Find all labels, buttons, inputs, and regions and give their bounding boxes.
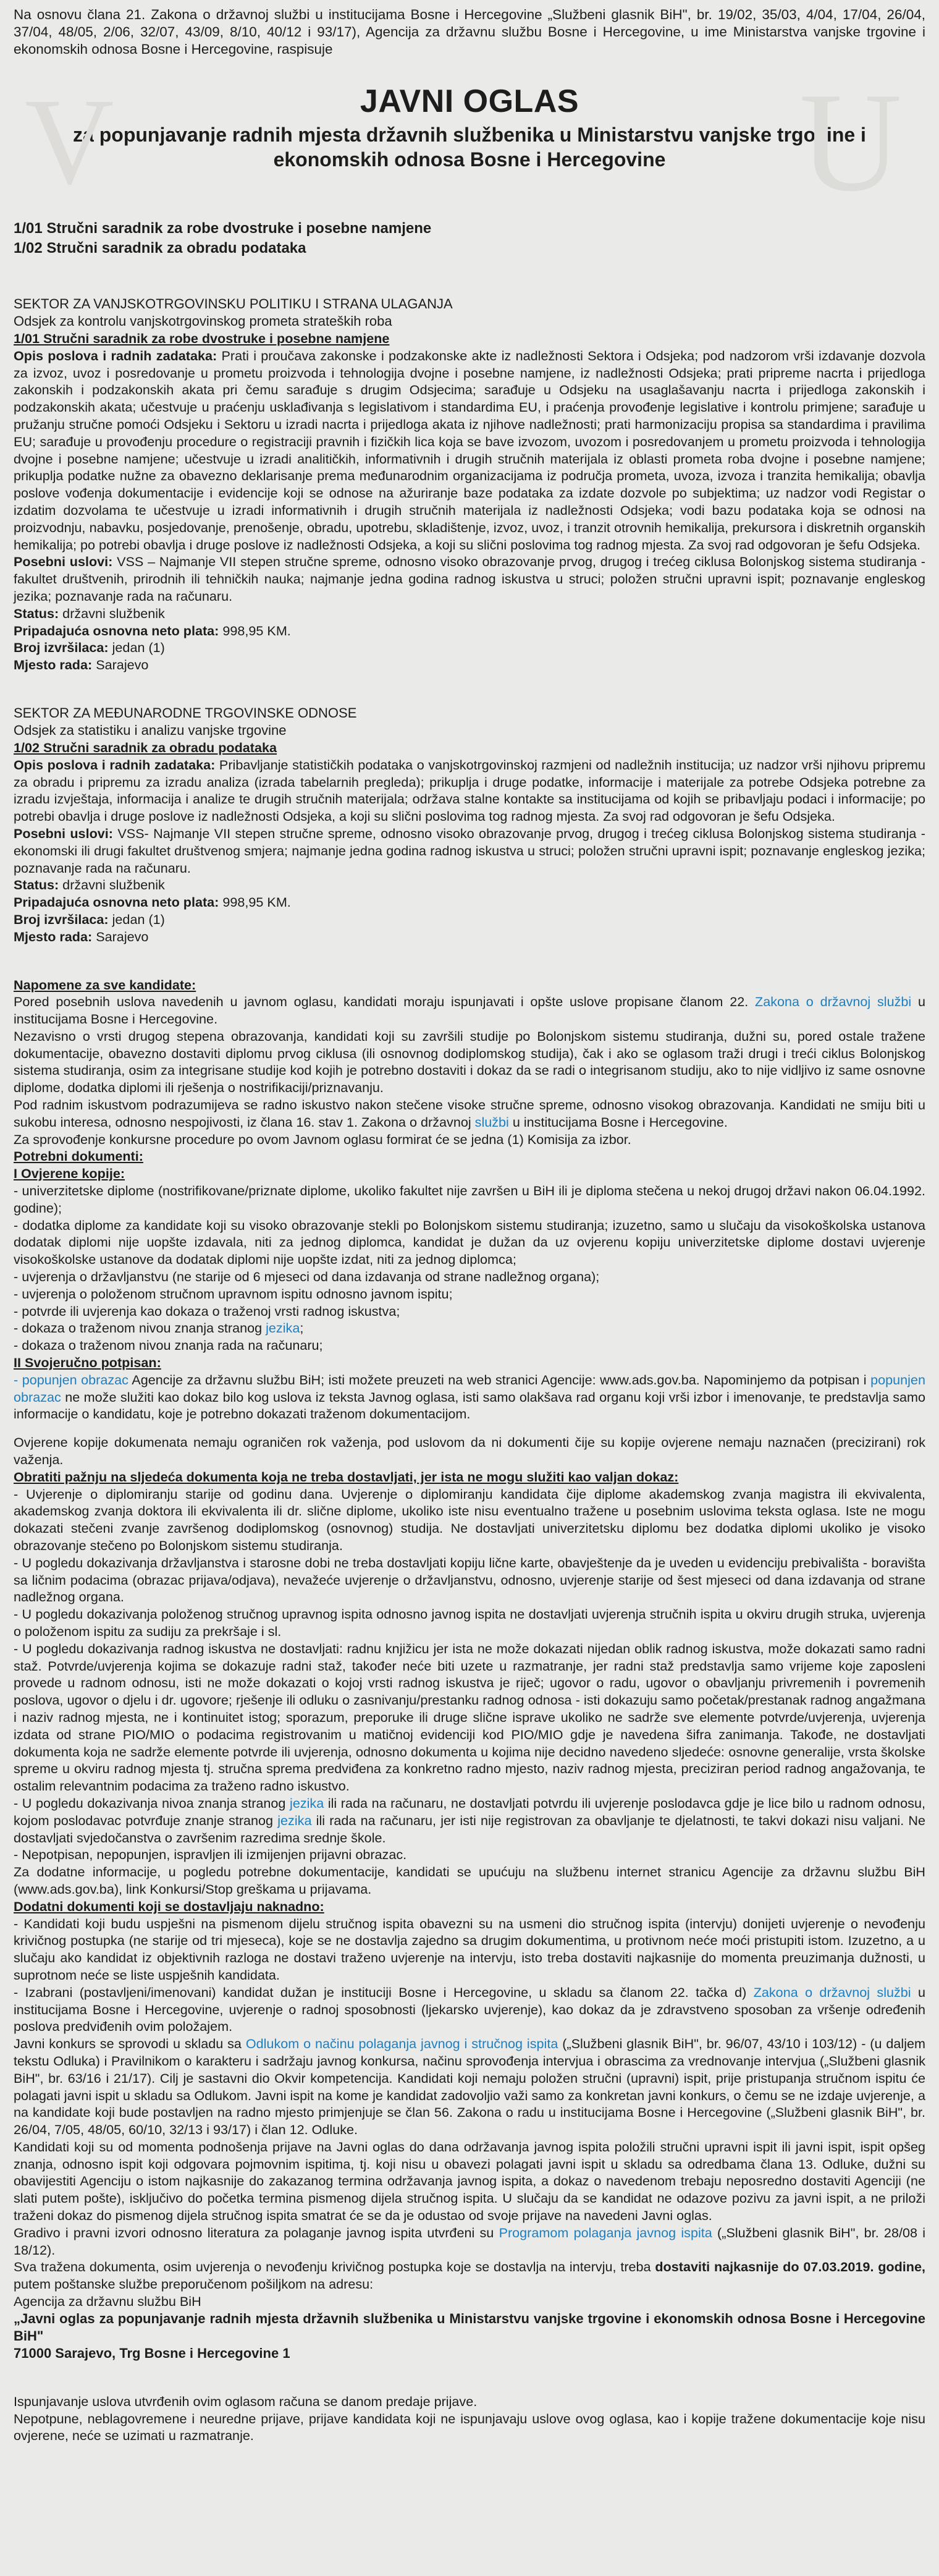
attention-item: - U pogledu dokazivanja radnog iskustva ne dostavljati: radnu knjižicu jer ista ne može dokazati nijedan oblik radnog iskustva, može dokazati samo radni staž. Potvrde/uvjerenja kojima se dokazuje radni staž, također neće biti uzete u razmatranje, jer radni staž predstavlja samo vrijeme koje zaposleni provede u radnom odnosu, isti ne može dokazati o kojoj vrsti radnog iskustva je riječ; ugovor o radu, ugovor o obavljanju privremenih i povremenih poslova, ugovor o djelu i dr. ugovore; rješenje ili odluku o zasnivanju/prestanku radnog odnosa - isti dokazuju samo početak/prestanak radnog angažmana i naziv radnog mjesta, ne i kontinuitet istog; sporazum, preporuke ili druge slične isprave ukoliko ne sadrže sve elemente potvrde/uvjerenja, uvjerenja izdata od strane PIO/MIO o podacima registrovanim u matičnoj evidenciji kod PIO/MIO gdje je navedena šifra zanimanja. Takođe, ne dostavljati dokumenta koja ne sadrže elemente potvrde ili uvjerenja, odnosno dokumenta u kojima nije decidno navedeno sljedeće: osnovne generalije, vrsta školske spreme u okviru radnog mjesta tj. stručna sprema predviđena za konkretno radno mjesto, naziv radnog mjesta, preciziran period radnog angažovanja, te ostalim relevantnim podacima za traženo radno iskustvo. [14, 1640, 925, 1794]
position-heading: 1/01 Stručni saradnik za robe dvostruke i posebne namjene [14, 331, 390, 346]
language-link[interactable]: jezika [290, 1795, 324, 1811]
form-link[interactable]: - popunjen obrazac [14, 1371, 128, 1388]
document-item: - popunjen obrazac Agencije za državnu službu BiH; isti možete preuzeti na web stranici Agencije: www.ads.gov.ba. Napominjemo da potpisan i popunjen obrazac ne može služiti kao dokaz bilo kog uslova iz teksta Javnog oglasa, isti samo olakšava rad organu koji vrši izbor i imenovanje, te predstavlja samo informacije o kandidatu, koje je potrebno dokazati traženom dokumentacijom. [14, 1371, 925, 1422]
closing-paragraph: Ispunjavanje uslova utvrđenih ovim oglasom računa se danom predaje prijave. [14, 2393, 478, 2409]
salary-line: Pripadajuća osnovna neto plata: 998,95 KM. [14, 622, 291, 638]
attention-item: - U pogledu dokazivanja položenog stručnog upravnog ispita odnosno javnog ispita ne dostavljati uvjerenja stručnih ispita u okviru drugih struka, uvjerenja o položenom ispitu za sudiju za prekršaje i sl. [14, 1606, 925, 1639]
status-line: Status: državni službenik [14, 877, 165, 893]
document-item: - dokaza o traženom nivou znanja stranog jezika; [14, 1320, 304, 1336]
page-subtitle: za popunjavanje radnih mjesta državnih službenika u Ministarstvu vanjske trgovine i ekonomskih odnosa Bosne i Hercegovine [73, 124, 866, 171]
program-link[interactable]: Programom polaganja javnog ispita [499, 2224, 712, 2240]
procedure-paragraph: Gradivo i pravni izvori odnosno literatura za polaganje javnog ispita utvrđeni su Programom polaganja javnog ispita („Službeni glasnik BiH", br. 28/08 i 18/12). [14, 2224, 926, 2258]
law-link[interactable]: Zakona o državnoj službi [753, 1984, 911, 2000]
position-item: 1/02 Stručni saradnik za obradu podataka [14, 240, 306, 256]
address-street: 71000 Sarajevo, Trg Bosne i Hercegovine 1 [14, 2345, 290, 2361]
executors-line: Broj izvršilaca: jedan (1) [14, 640, 165, 656]
deadline-date: dostaviti najkasnije do 07.03.2019. godine, [655, 2259, 926, 2275]
duties-label: Opis poslova i radnih zadataka: [14, 347, 217, 363]
duties-paragraph [14, 347, 925, 554]
documents-subheading: II Svojeručno potpisan: [14, 1355, 161, 1371]
workplace-line: Mjesto rada: Sarajevo [14, 928, 149, 944]
procedure-paragraph: Kandidati koji su od momenta podnošenja prijave na Javni oglas do dana održavanja javnog ispita položili stručni upravni ispit ili javni ispit, ispit opšeg znanja, odnosno ispit koji odgovara pojmovnim ispitima, tj. koji nisu u obavezi polagati javni ispit u skladu sa odredbama člana 13. Odluke, dužni su obavijestiti Agenciju o istom najkasnije do zakazanog termina održavanja javnog ispita, a dokaz o navedenom trebaju neposredno dostaviti Agenciji (ne slati putem pošte), isključivo do početka termina pismenog dijela stručnog ispita. U slučaju da se kandidat ne odazove pozivu za javni ispit, a ne priloži traženi dokaz do pismenog dijela stručnog ispita smatrat će se da je odustao od svoje prijave na navedeni Javni oglas. [14, 2138, 925, 2224]
background-bleed-letter: V [25, 74, 114, 210]
decision-link[interactable]: Odlukom o načinu polaganja javnog i stručnog ispita [245, 2036, 558, 2052]
position-item: 1/01 Stručni saradnik za robe dvostruke i posebne namjene [14, 220, 432, 237]
attention-item: - U pogledu dokazivanja nivoa znanja stranog jezika ili rada na računaru, ne dostavljati potvrdu ili uvjerenje poslodavca gdje je lice bilo u radnom odnosu, kojom poslodavac potvrđuje znanje stranog jezika ili rada na računaru, jer isti nije registrovan za obavljanje te djelatnosti, te takvi dokazi nisu valjani. Ne dostavljati svjedočanstva o završenim razredima srednje škole. [14, 1795, 925, 1845]
requirements-paragraph [14, 553, 925, 604]
background-bleed-letter: U [799, 63, 902, 221]
executors-line: Broj izvršilaca: jedan (1) [14, 911, 165, 927]
validity-paragraph: Ovjerene kopije dokumenata nemaju ograničen rok važenja, pod uslovom da ni dokumenti čije su kopije ovjerene nemaju naznačen (precizirani) rok važenja. [14, 1434, 925, 1468]
documents-subheading: I Ovjerene kopije: [14, 1166, 125, 1182]
document-item: - dodatka diplome za kandidate koji su visoko obrazovanje stekli po Bolonjskom sistemu studiranja; izuzetno, samo u slučaju da visokoškolska ustanova dodatak diplomi nije uopšte izdavala, niti za jednog diplomca, kandidat je dužan da uz ovjerenu kopiju univerzitetske diplome dostavi uvjerenje visokoškolske ustanove da dodatak diplomi nije uopšte izdat, niti za jednog diplomca; [14, 1217, 925, 1268]
duties-text: Prati i proučava zakonske i podzakonske akte iz nadležnosti Sektora i Odsjeka; pod nadzorom vrši izdavanje dozvola za izvoz, uvoz i posredovanje u prometu proizvoda i tehnologija dvojne i posebne namjene, iz nadležnosti Odsjeka; prati pripreme nacrta i prijedloga zakonskih i podzakonskih akata pri čemu sarađuje s drugim Odsjecima; sarađuje u Odsjeku na usaglašavanju nacrta i prijedloga zakonskih i podzakonskih akata; učestvuje u praćenju usklađivanja s legislativom i standardima EU, i praćenja provođenje legislative i kontrolu primjene; sarađuje u pružanju stručne pomoći Odsjeku i Sektoru u izradi nacrta i prijedloga akata iz njihove nadležnosti; prati harmonizaciju propisa sa standardima i pravilima EU; sarađuje u provođenju procedure o registraciji pravnih i fizičkih lica koja se bave izvozom, uvozom i posredovanjem u prometu proizvoda i tehnologija dvojne i posebne namjene; učestvuje u izradi analitičkih, informativnih i drugih stručnih materijala iz oblasti prometa roba dvojne i posebne namjene; prikuplja podatke nužne za obavezno deklarisanje prema međunarodnim organizacijama iz područja prometa, uvoza, izvoza i tranzita hemikalija; obavlja poslove vođenja dokumentacije i evidencije koji se odnose na ažuriranje baze podataka za izdate dozvole po subjektima; uz nadzor vodi Registar o izdatim dozvolama te učestvuje u izradi informativnih i drugih stručnih materijala iz nadležnosti Odsjeka; vodi bazu podataka koja se odnosi na proizvodnju, nabavku, posjedovanje, prenošenje, obradu, upotrebu, skladištenje, izvoz, uvoz, i tranzit otrovnih hemikalija, prekursora i diskretnih organskih hemikalija; po potrebi obavlja i druge poslove iz nadležnosti Odsjeka, a koji su slični poslovima tog radnog mjesta. Za svoj rad odgovoran je šefu Odsjeka. [14, 347, 925, 553]
deadline-paragraph: Sva tražena dokumenta, osim uvjerenja o nevođenju krivičnog postupka koje se dostavlja na intervju, treba dostaviti najkasnije do 07.03.2019. godine, putem poštanske službe preporučenom pošiljkom na adresu: [14, 2259, 926, 2292]
attention-item: - Nepotpisan, nepopunjen, ispravljen ili izmijenjen prijavni obrazac. [14, 1847, 407, 1863]
status-line: Status: državni službenik [14, 605, 165, 621]
requirements-text: VSS – Najmanje VII stepen stručne spreme, odnosno visoko obrazovanje prvog, drugog i trećeg ciklusa Bolonjskog sistema studiranja - fakultet društvenih, prirodnih ili tehničkih nauka; najmanje jedna godina radnog iskustva u struci; položen stručni upravni ispit; poznavanje engleskog jezika; poznavanje rada na računaru. [14, 554, 925, 604]
intro-paragraph: Na osnovu člana 21. Zakona o državnoj službi u institucijama Bosne i Hercegovine „Službeni glasnik BiH", br. 19/02, 35/03, 4/04, 17/04, 26/04, 37/04, 48/05, 2/06, 32/07, 43/09, 8/10, 40/12 i 93/17), Agencija za državnu službu Bosne i Hercegovine, u ime Ministarstva vanjske trgovine i ekonomskih odnosa Bosne i Hercegovine, raspisuje [14, 7, 925, 57]
position-heading: 1/02 Stručni saradnik za obradu podataka [14, 739, 277, 755]
salary-line: Pripadajuća osnovna neto plata: 998,95 KM. [14, 894, 291, 910]
documents-heading: Potrebni dokumenti: [14, 1148, 143, 1164]
document-item: - uvjerenja o državljanstvu (ne starije od 6 mjeseci od dana izdavanja od strane nadležnog organa); [14, 1269, 600, 1285]
attention-heading: Obratiti pažnju na sljedeća dokumenta koja ne treba dostavljati, jer ista ne mogu služiti kao valjan dokaz: [14, 1468, 679, 1485]
notes-heading: Napomene za sve kandidate: [14, 977, 196, 993]
procedure-paragraph: Javni konkurs se sprovodi u skladu sa Odlukom o načinu polaganja javnog i stručnog ispita („Službeni glasnik BiH", br. 96/07, 43/10 i 103/12) - (u daljem tekstu Odluka) i Pravilnikom o karakteru i sadržaju javnog konkursa, načinu sprovođenja intervjua i obrascima za vrednovanje intervjua („Službeni glasnik BiH", br. 63/16 i 21/17). Cilj je sastavni dio Okvir kompetencija. Kandidati koji nemaju položen stručni (upravni) ispit, prije pristupanja stručnom ispitu će polagati javni ispit u skladu sa Odlukom. Javni ispit na kome je kandidat zadovoljio važi samo za konkretan javni konkurs, o čemu se ne izdaje uvjerenje, a na kandidate koji bude postavljen na radno mjesto primjenjuje se član 56. Zakona o radu u institucijama Bosne i Hercegovine („Službeni glasnik BiH", br. 26/04, 7/05, 48/05, 60/10, 32/13 i 93/17) i član 12. Odluke. [14, 2036, 925, 2138]
sector-name: SEKTOR ZA VANJSKOTRGOVINSKU POLITIKU I STRANA ULAGANJA [14, 296, 453, 311]
language-link[interactable]: jezika [266, 1320, 300, 1336]
page-title: JAVNI OGLAS [360, 83, 579, 119]
notes-paragraph: Pored posebnih uslova navedenih u javnom oglasu, kandidati moraju ispunjavati i opšte uslove propisane članom 22. Zakona o državnoj službi u institucijama Bosne i Hercegovine. [14, 994, 925, 1027]
sector-name: SEKTOR ZA MEĐUNARODNE TRGOVINSKE ODNOSE [14, 705, 357, 721]
additional-item: - Izabrani (postavljeni/imenovani) kandidat dužan je instituciji Bosne i Hercegovine, u skladu sa članom 22. tačka d) Zakona o državnoj službi u institucijama Bosne i Hercegovine, uvjerenje o radnoj sposobnosti (ljekarsko uvjerenje), kao dokaz da je zdravstveno sposoban za vršenje određenih poslova predviđenih ovim položajem. [14, 1984, 925, 2035]
requirements-paragraph: Posebni uslovi: VSS- Najmanje VII stepen stručne spreme, odnosno visoko obrazovanje prvog, drugog i trećeg ciklusa Bolonjskog sistema studiranja -ekonomski ili drugi fakultet društvenog smjera; najmanje jedna godina radnog iskustva u struci; položen stručni upravni ispit; poznavanje engleskog jezika; poznavanje rada na računaru. [14, 825, 925, 876]
additional-item: - Kandidati koji budu uspješni na pismenom dijelu stručnog ispita obavezni su na usmeni dio stručnog ispita (intervju) donijeti uvjerenje o nevođenju krivičnog postupka (ne starije od tri mjeseca), koje se ne dostavlja zajedno sa drugim dokumentima, u protivnom neće moći pristupiti istom. Izuzetno, a u slučaju ako kandidat iz objektivnih razloga ne dostavi traženo uvjerenje na intervju, isto treba dostaviti najkasnije do momenta preuzimanja dužnosti, u suprotnom neće se liste uspješnih kandidata. [14, 1915, 925, 1983]
notes-paragraph: Za sprovođenje konkursne procedure po ovom Javnom oglasu formirat će se jedna (1) Komisija za izbor. [14, 1131, 631, 1147]
positions-list [14, 219, 925, 258]
attention-item: - Uvjerenje o diplomiranju starije od godinu dana. Uvjerenje o diplomiranju kandidata čije diplome akademskog zvanja magistra ili ekvivalenta, akademskog zvanja doktora ili ekvivalenta ili dr. slične diplome, ukoliko iste nisu eventualno tražene u posebnim uslovima teksta oglasa. Iste ne mogu dokazati stečeni zvanje završenog dodiplomskog (osnovnog) studija. Ne dostavljati univerzitetsku diplomu bez dodatka diplomi ukoliko je visoko obrazovanje stečeno po Bolonjskom sistemu studiranja. [14, 1486, 925, 1553]
workplace-line: Mjesto rada: Sarajevo [14, 657, 149, 673]
additional-documents-heading: Dodatni dokumenti koji se dostavljaju naknadno: [14, 1898, 324, 1914]
address-line: Agencija za državnu službu BiH [14, 2294, 201, 2310]
duties-paragraph: Opis poslova i radnih zadataka: Pribavljanje statističkih podataka o vanjskotrgovinskoj razmjeni od nadležnih institucija; uz nadzor vrši njihovu pripremu za obradu i pripremu za izradu analiza (izrada tabelarnih pregleda); prikuplja i druge podatke, informacije i materijale za potrebe Odsjeka potrebne za izradu izvještaja, informacija i analize te drugih stručnih materijala; održava stalne kontakte sa institucijama od kojih se pribavljaju podaci i informacije; po potrebi obavlja i druge poslove iz nadležnosti Odsjeka, a koji su slični poslovima tog radnog mjesta. Za svoj rad odgovoran je šefu Odsjeka. [14, 756, 925, 824]
department-name: Odsjek za statistiku i analizu vanjske trgovine [14, 722, 287, 738]
document-item: - potvrde ili uvjerenja kao dokaza o traženoj vrsti radnog iskustva; [14, 1303, 400, 1319]
form-link[interactable]: popunjen obrazac [14, 1371, 925, 1405]
law-link[interactable]: službi [474, 1114, 509, 1130]
closing-paragraph: Nepotpune, neblagovremene i neuredne prijave, prijave kandidata koji ne ispunjavaju uslove ovog oglasa, kao i kopije tražene dokumentacije koje nisu ovjerene, neće se uzimati u razmatranje. [14, 2410, 925, 2444]
attention-item: - U pogledu dokazivanja državljanstva i starosne dobi ne treba dostavljati kopiju lične karte, obavještenje da je uveden u evidenciju prebivališta - boravišta sa ličnim podacima (obrazac prijava/odjava), nevažeće uvjerenje o državljanstvu, odnosno, uvjerenje starije od šest mjeseci od dana izdavanja od strane nadležnog organa. [14, 1554, 925, 1605]
law-link[interactable]: Zakona o državnoj službi [755, 994, 912, 1010]
document-item: - uvjerenja o položenom stručnom upravnom ispitu odnosno javnom ispitu; [14, 1286, 453, 1302]
department-name: Odsjek za kontrolu vanjskotrgovinskog prometa strateških roba [14, 313, 392, 329]
notes-paragraph: Pod radnim iskustvom podrazumijeva se radno iskustvo nakon stečene visoke stručne spreme, odnosno visokog obrazovanja. Kandidati ne smiju biti u sukobu interesa, odnosno nespojivosti, iz člana 16. stav 1. Zakona o državnoj službi u institucijama Bosne i Hercegovine. [14, 1097, 925, 1130]
document-item: - univerzitetske diplome (nostrifikovane/priznate diplome, ukoliko fakultet nije završen u BiH ili je diploma stečena u nekoj drugoj državi nakon 06.04.1992. godine); [14, 1183, 925, 1216]
language-link[interactable]: jezika [277, 1812, 312, 1828]
attention-item: Za dodatne informacije, u pogledu potrebne dokumentacije, kandidati se upućuju na službenu internet stranicu Agencije za državnu službu BiH (www.ads.gov.ba), link Konkursi/Stop greškama u prijavama. [14, 1864, 925, 1897]
requirements-label: Posebni uslovi: [14, 554, 113, 570]
document-item: - dokaza o traženom nivou znanja rada na računaru; [14, 1337, 323, 1354]
notes-paragraph: Nezavisno o vrsti drugog stepena obrazovanja, kandidati koji su završili studije po Bolonjskom sistemu studiranja, dužni su, pored ostale tražene dokumentacije, obavezno dostaviti diplomu prvog ciklusa (ili osnovnog dodiplomskog studija), čak i ako se oglasom traži drugi i treći ciklus Bolonjskog sistema studiranja, osim za integrisane studije kod kojih je potrebno dostaviti i dokaz da se radi o integrisanom studiju, ako to nije vidljivo iz same osnovne diplome, dodatka diplomi ili rješenja o nostrifikaciji/priznavanju. [14, 1028, 925, 1096]
address-subject: „Javni oglas za popunjavanje radnih mjesta državnih službenika u Ministarstvu vanjske trgovine i ekonomskih odnosa Bosne i Hercegovine BiH" [14, 2310, 925, 2344]
